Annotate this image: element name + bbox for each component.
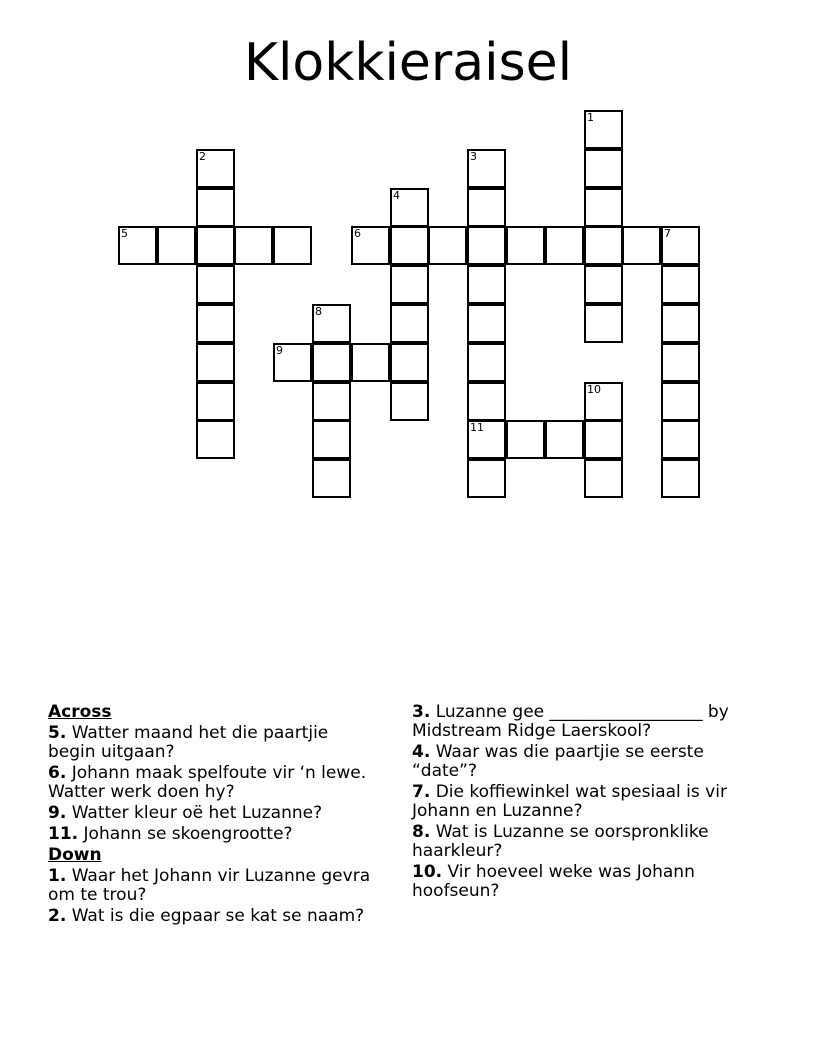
clue-number: 3. [412,702,431,722]
crossword-cell[interactable] [545,420,584,459]
crossword-cell[interactable] [312,382,351,421]
crossword-cell[interactable] [661,459,700,498]
cell-number: 6 [354,227,361,240]
crossword-cell[interactable] [584,382,623,421]
crossword-cell[interactable] [584,149,623,188]
crossword-cell[interactable] [467,226,506,265]
clue-number: 10. [412,862,443,882]
crossword-cell[interactable] [196,265,235,304]
crossword-cell[interactable] [584,188,623,227]
crossword-cell[interactable] [467,420,506,459]
clue-down-8 [412,823,762,861]
crossword-cell[interactable] [506,226,545,265]
clue-down-2 [48,907,378,926]
crossword-cell[interactable] [390,265,429,304]
clue-number: 1. [48,866,67,886]
crossword-cell[interactable] [196,226,235,265]
crossword-cell[interactable] [390,226,429,265]
clue-number: 2. [48,906,67,926]
puzzle-title: Klokkieraisel [243,33,573,93]
crossword-cell[interactable] [467,343,506,382]
crossword-cell[interactable] [196,188,235,227]
crossword-cell[interactable] [351,226,390,265]
clue-number: 9. [48,803,67,823]
crossword-cell[interactable] [390,188,429,227]
crossword-cell[interactable] [584,226,623,265]
crossword-cell[interactable] [584,265,623,304]
clue-number: 6. [48,763,67,783]
cell-number: 8 [315,305,322,318]
clue-down-7 [412,783,762,821]
cell-number: 1 [587,111,594,124]
crossword-cell[interactable] [273,343,312,382]
crossword-cell[interactable] [545,226,584,265]
crossword-cell[interactable] [467,382,506,421]
crossword-cell[interactable] [661,226,700,265]
cell-number: 9 [276,344,283,357]
clue-text: Watter maand het die paartjie begin uitgaan? [48,723,329,762]
crossword-cell[interactable] [312,343,351,382]
crossword-cell[interactable] [467,459,506,498]
clue-across-5 [48,724,378,762]
clues-column-right [412,701,762,901]
crossword-cell[interactable] [622,226,661,265]
clue-text: Vir hoeveel weke was Johann hoofseun? [412,862,695,901]
crossword-cell[interactable] [661,304,700,343]
crossword-cell[interactable] [661,343,700,382]
clue-text: Waar was die paartjie se eerste “date”? [412,742,704,781]
cell-number: 5 [121,227,128,240]
clue-text: Waar het Johann vir Luzanne gevra om te trou? [48,866,371,905]
crossword-cell[interactable] [467,304,506,343]
crossword-cell[interactable] [196,420,235,459]
crossword-cell[interactable] [196,149,235,188]
crossword-cell[interactable] [273,226,312,265]
clue-number: 5. [48,723,67,743]
clue-text: Johann se skoengrootte? [83,824,293,844]
crossword-cell[interactable] [234,226,273,265]
clue-text: Wat is Luzanne se oorspronklike haarkleur? [412,822,709,861]
crossword-cell[interactable] [661,420,700,459]
crossword-cell[interactable] [428,226,467,265]
crossword-cell[interactable] [312,304,351,343]
clue-text: Luzanne gee __________________ by Midstream Ridge Laerskool? [412,702,729,741]
crossword-cell[interactable] [467,188,506,227]
clue-across-6 [48,764,378,802]
clue-number: 7. [412,782,431,802]
cell-number: 2 [199,150,206,163]
down-heading: Down [48,845,102,865]
cell-number: 3 [470,150,477,163]
across-heading: Across [48,702,112,722]
clue-number: 4. [412,742,431,762]
crossword-cell[interactable] [196,382,235,421]
crossword-cell[interactable] [584,110,623,149]
clue-down-1 [48,867,378,905]
clue-across-11 [48,825,378,844]
cell-number: 4 [393,189,400,202]
crossword-cell[interactable] [312,420,351,459]
clues-column-left [48,701,378,926]
clue-down-3 [412,703,762,741]
clue-text: Johann maak spelfoute vir ‘n lewe. Watter werk doen hy? [48,763,367,802]
crossword-cell[interactable] [506,420,545,459]
clue-down-10 [412,863,762,901]
clue-text: Die koffiewinkel wat spesiaal is vir Johann en Luzanne? [412,782,727,821]
crossword-cell[interactable] [390,304,429,343]
crossword-cell[interactable] [196,304,235,343]
crossword-cell[interactable] [118,226,157,265]
crossword-cell[interactable] [312,459,351,498]
clue-number: 11. [48,824,79,844]
clue-number: 8. [412,822,431,842]
crossword-cell[interactable] [584,304,623,343]
crossword-grid [0,0,816,520]
cell-number: 10 [587,383,601,396]
crossword-cell[interactable] [196,343,235,382]
crossword-cell[interactable] [467,149,506,188]
crossword-cell[interactable] [390,382,429,421]
crossword-cell[interactable] [390,343,429,382]
crossword-cell[interactable] [157,226,196,265]
clue-down-4 [412,743,762,781]
crossword-cell[interactable] [467,265,506,304]
crossword-cell[interactable] [661,265,700,304]
crossword-cell[interactable] [351,343,390,382]
clue-text: Watter kleur oë het Luzanne? [71,803,323,823]
clue-across-9 [48,804,378,823]
crossword-cell[interactable] [584,459,623,498]
clue-text: Wat is die egpaar se kat se naam? [71,906,365,926]
cell-number: 7 [664,227,671,240]
cell-number: 11 [470,421,484,434]
crossword-cell[interactable] [661,382,700,421]
crossword-cell[interactable] [584,420,623,459]
